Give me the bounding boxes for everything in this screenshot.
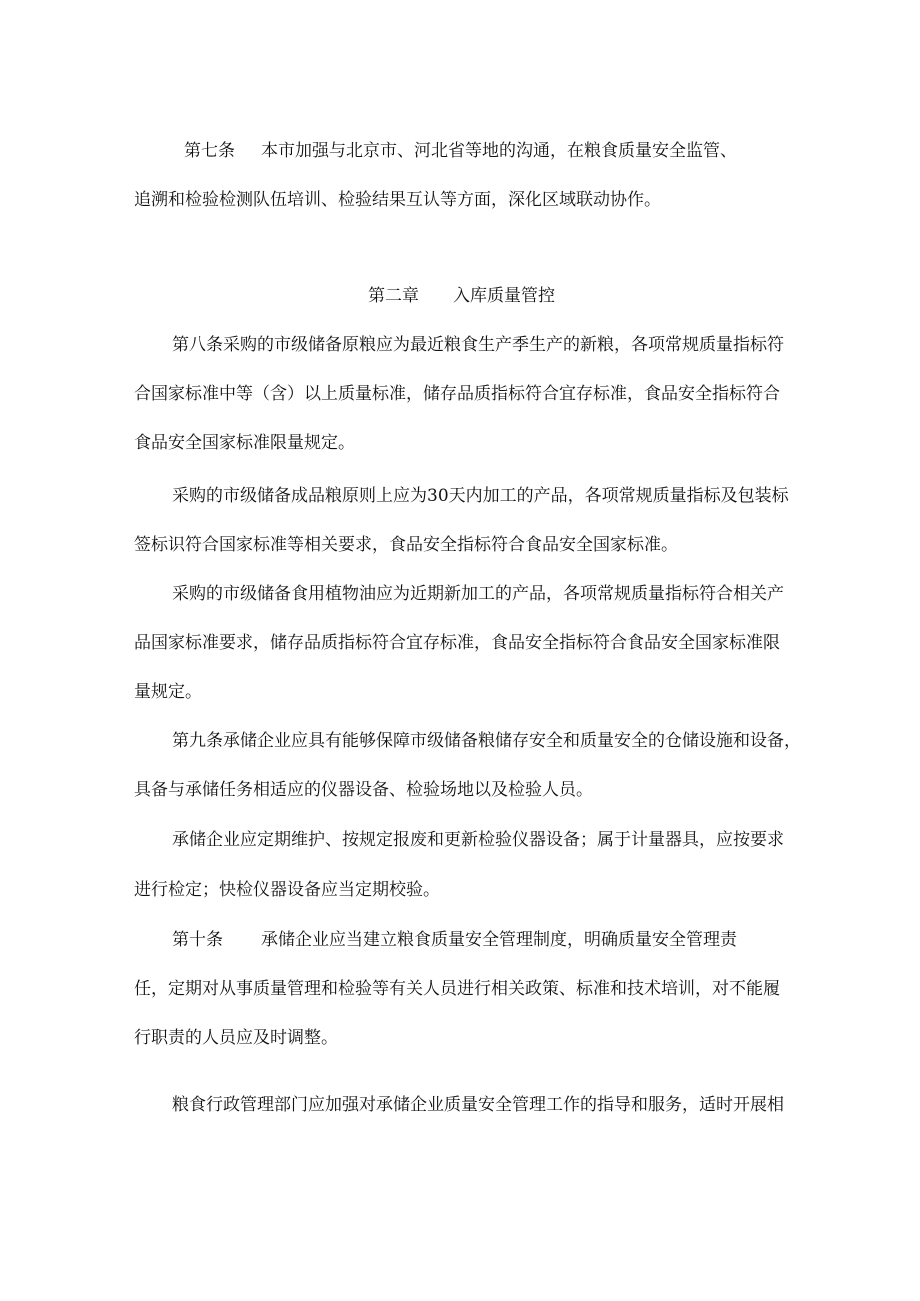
article8-p1-line: 第八条采购的市级储备原粮应为最近粮食生产季生产的新粮，各项常规质量指标符 — [172, 335, 784, 355]
article10-first-line — [172, 929, 737, 951]
article9-p1-line: 第九条承储企业应具有能够保障市级储备粮储存安全和质量安全的仓储设施和设备， — [172, 731, 801, 751]
article8-p1-line: 食品安全国家标准限量规定。 — [134, 433, 355, 453]
article8-p1-line: 合国家标准中等（含）以上质量标准，储存品质指标符合宜存标准，食品安全指标符合 — [134, 384, 780, 404]
article7-label: 第七条 — [184, 141, 235, 161]
article10-text-line1: 承储企业应当建立粮食质量安全管理制度，明确质量安全管理责 — [261, 930, 737, 950]
article8-p2-line: 签标识符合国家标准等相关要求，食品安全指标符合食品安全国家标准。 — [134, 535, 678, 555]
article7-text-line1: 本市加强与北京市、河北省等地的沟通，在粮食质量安全监管、 — [261, 141, 737, 161]
chapter-title: 入库质量管控 — [453, 286, 555, 306]
article9-p2-line: 承储企业应定期维护、按规定报废和更新检验仪器设备；属于计量器具，应按要求 — [172, 830, 784, 850]
article8-p2-line: 采购的市级储备成品粮原则上应为30天内加工的产品，各项常规质量指标及包装标 — [172, 486, 789, 506]
article7-first-line — [184, 140, 737, 162]
article8-p3-line: 品国家标准要求，储存品质指标符合宜存标准，食品安全指标符合食品安全国家标准限 — [134, 633, 780, 653]
article8-p3-line: 采购的市级储备食用植物油应为近期新加工的产品，各项常规质量指标符合相关产 — [172, 584, 784, 604]
article9-p1-line: 具备与承储任务相适应的仪器设备、检验场地以及检验人员。 — [134, 780, 593, 800]
chapter-label: 第二章 — [368, 286, 419, 306]
article9-p2-line: 进行检定；快检仪器设备应当定期校验。 — [134, 880, 440, 900]
article10-text-line2: 任，定期对从事质量管理和检验等有关人员进行相关政策、标准和技术培训，对不能履 — [134, 979, 780, 999]
article7-text-line2: 追溯和检验检测队伍培训、检验结果互认等方面，深化区域联动协作。 — [134, 190, 661, 210]
article8-p3-line: 量规定。 — [134, 682, 202, 702]
chapter-heading — [368, 285, 555, 307]
article10-label: 第十条 — [172, 930, 223, 950]
article10-text-line3: 行职责的人员应及时调整。 — [134, 1028, 338, 1048]
article10-p2-line: 粮食行政管理部门应加强对承储企业质量安全管理工作的指导和服务，适时开展相 — [172, 1095, 784, 1115]
